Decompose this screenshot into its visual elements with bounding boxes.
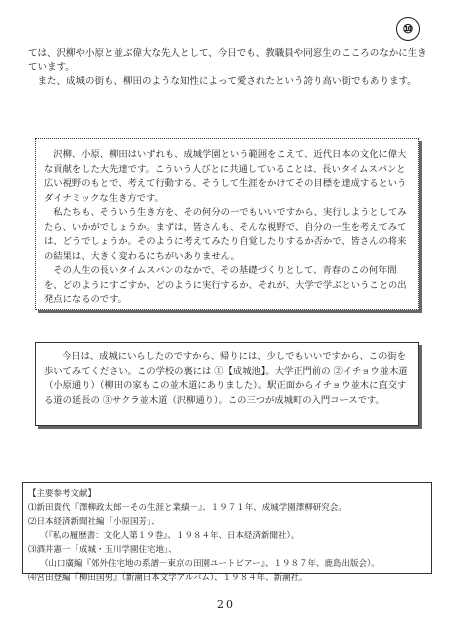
reference-item: ⑴新田貴代『澤柳政太郎－その生涯と業績－』、１９７１年、成城学園澤柳研究会。 xyxy=(28,503,347,513)
walking-guide-box xyxy=(35,342,419,426)
reference-item: ⑵日本経済新聞社編「小原国芳」、 xyxy=(28,517,160,527)
reference-item-detail: （山口廣編『郊外住宅地の系譜－東京の田園ユートピアー』、１９８７年、鹿島出版会）。 xyxy=(40,559,380,569)
box2-paragraph: 今日は、成城にいらしたのですから、帰りには、少しでもいいですから、この街を歩いてみてください。この学校の裏には ①【成城池】。大学正門前の ②イチョウ並木道（小原通り）（柳田の家もこの並木道にありました）。駅正面からイチョウ並木に直交する道の延長の ③サクラ並木道（沢柳通り）。この三つが成城町の入門コースです。 xyxy=(44,351,408,406)
intro-section xyxy=(28,47,428,89)
reference-item: ⑷宮田登編『柳田国男』（新潮日本文学アルバム）、１９８４年、新潮社。 xyxy=(28,573,308,583)
page-marker: ⑩ xyxy=(402,22,414,36)
reference-item-detail: （『私の履歴書：文化人第１９巻』、１９８４年、日本経済新聞社）。 xyxy=(40,531,300,541)
page-marker-badge xyxy=(396,17,420,41)
intro-paragraph: ては、沢柳や小原と並ぶ偉大な先人として、今日でも、教職員や同窓生のこころのなかに生きています。 xyxy=(28,48,427,73)
box1-paragraph: 沢柳、小原、柳田はいずれも、成城学園という範囲をこえて、近代日本の文化に偉大な貢献をした大先達です。こういう人びとに共通していることは、長いタイムスパンと広い視野のもとで、考えて行動する、そうして生涯をかけてその目標を達成するというダイナミックな生き方です。 xyxy=(44,149,407,204)
references-box xyxy=(22,482,432,583)
box1-paragraph: その人生の長いタイムスパンのなかで、その基礎づくりとして、青春のこの何年間を、どのようにすごすか、どのように実行するか、それが、大学で学ぶということの出発点になるのです。 xyxy=(44,265,407,305)
reference-item: ⑶酒井憲一「成城・玉川学園住宅地」、 xyxy=(28,545,177,555)
box1-paragraph: 私たちも、そういう生き方を、その何分の一でもいいですから、実行しようとしてみたら、いかがでしょうか。まずは、皆さんも、そんな視野で、自分の一生を考えてみては、どうでしょうか。そのように考えてみたり自覚したりするか否かで、皆さんの将来の結果は、大きく変わるにちがいありません。 xyxy=(44,207,407,262)
message-box-dotted xyxy=(35,138,419,310)
intro-paragraph: また、成城の街も、柳田のような知性によって愛されたという誇り高い街でもあります。 xyxy=(37,76,417,87)
references-heading: 【主要参考文献】 xyxy=(28,489,97,499)
page-number: 20 xyxy=(217,598,235,611)
